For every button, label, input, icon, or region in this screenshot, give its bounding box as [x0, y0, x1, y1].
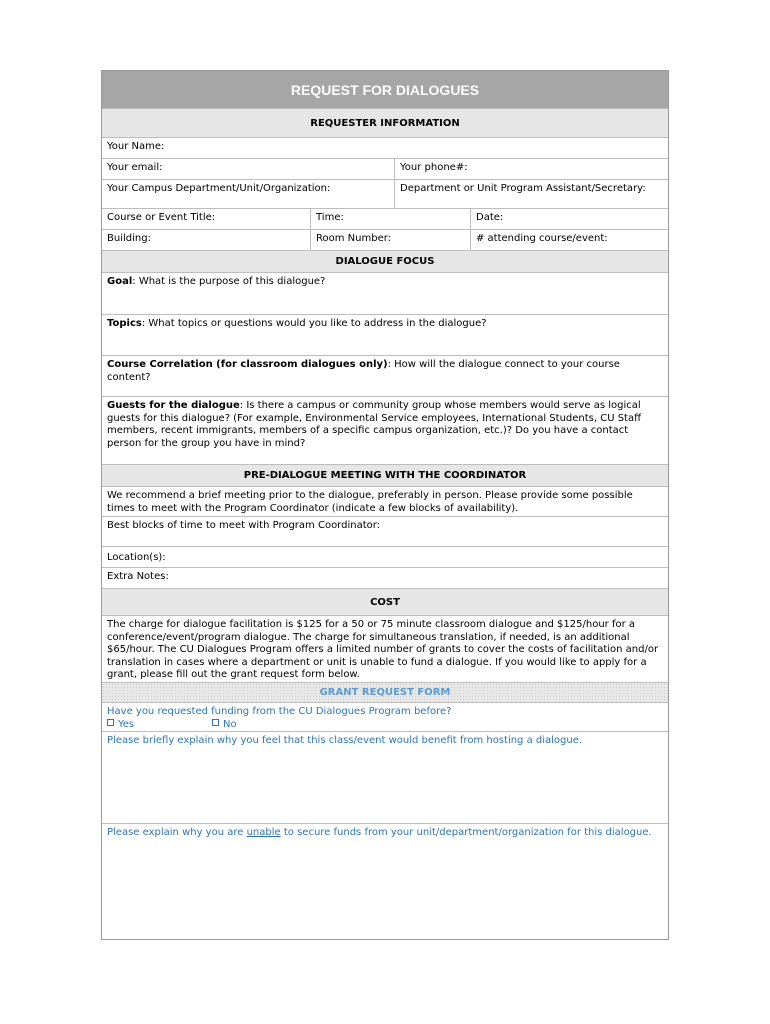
department-row	[102, 179, 668, 208]
date-field[interactable]: Date:	[470, 209, 668, 229]
your-email-field[interactable]: Your email:	[107, 162, 163, 173]
yes-checkbox[interactable]	[107, 719, 114, 726]
course-correlation-field[interactable]	[102, 355, 668, 396]
benefit-explanation-field[interactable]: Please briefly explain why you feel that this class/event would benefit from hosting a dialogue.	[102, 731, 668, 823]
section-pre-dialogue-meeting: PRE-DIALOGUE MEETING WITH THE COORDINATOR	[102, 464, 668, 486]
locations-field[interactable]: Location(s):	[102, 546, 668, 567]
best-blocks-field[interactable]: Best blocks of time to meet with Program Coordinator:	[102, 516, 668, 546]
building-field[interactable]: Building:	[107, 233, 151, 244]
guests-field[interactable]	[102, 396, 668, 464]
topics-field[interactable]	[102, 314, 668, 355]
attending-field[interactable]: # attending course/event:	[470, 230, 668, 250]
unable-explanation-field[interactable]	[102, 823, 668, 939]
no-checkbox[interactable]	[212, 719, 219, 726]
goal-question: : What is the purpose of this dialogue?	[132, 276, 326, 287]
section-cost: COST	[102, 588, 668, 615]
guests-question: : Is there a campus or community group whose members would serve as logical guests for this dialogue? (For example, Environmental Service employees, International Students, CU Staff members, recent immigrants, members of a specific campus organization, etc.)? Do you have a contact person for the group you have in mind?	[107, 400, 641, 449]
request-form	[101, 70, 669, 940]
department-field[interactable]: Your Campus Department/Unit/Organization:	[107, 183, 331, 194]
your-name-field[interactable]: Your Name:	[102, 137, 668, 158]
prior-funding-options	[107, 719, 663, 732]
unable-text-start: Please explain why you are	[107, 827, 247, 838]
building-room-row	[102, 229, 668, 250]
extra-notes-field[interactable]: Extra Notes:	[102, 567, 668, 588]
no-label: No	[223, 718, 237, 730]
topics-question: : What topics or questions would you like to address in the dialogue?	[141, 318, 487, 329]
unable-text-underlined: unable	[246, 827, 281, 838]
section-requester-information: REQUESTER INFORMATION	[102, 108, 668, 137]
form-title: REQUEST FOR DIALOGUES	[102, 71, 668, 108]
guests-label: Guests for the dialogue	[107, 400, 240, 411]
unable-text-end: to secure funds from your unit/department/organization for this dialogue.	[280, 827, 652, 838]
room-number-field[interactable]: Room Number:	[310, 230, 470, 250]
goal-label: Goal	[107, 276, 133, 287]
section-grant-request-form: GRANT REQUEST FORM	[102, 682, 668, 702]
topics-label: Topics	[107, 318, 142, 329]
yes-label: Yes	[118, 718, 135, 730]
assistant-field[interactable]: Department or Unit Program Assistant/Secretary:	[394, 180, 668, 208]
prior-funding-label: Have you requested funding from the CU Dialogues Program before?	[107, 706, 452, 717]
section-dialogue-focus: DIALOGUE FOCUS	[102, 250, 668, 272]
course-correlation-question: : How will the dialogue connect to your course content?	[107, 359, 620, 383]
no-option[interactable]	[212, 719, 237, 732]
cost-description: The charge for dialogue facilitation is $125 for a 50 or 75 minute classroom dialogue and $125/hour for a conference/event/program dialogue. The charge for simultaneous translation, if needed, is an additional $65/hour. The CU Dialogues Program offers a limited number of grants to cover the costs of facilitation and/or translation in cases where a department or unit is unable to fund a dialogue. If you would like to apply for a grant, please fill out the grant request form below.	[102, 615, 668, 682]
pre-meeting-intro: We recommend a brief meeting prior to the dialogue, preferably in person. Please provide some possible times to meet with the Program Coordinator (indicate a few blocks of availability).	[102, 486, 668, 516]
email-phone-row	[102, 158, 668, 179]
time-field[interactable]: Time:	[310, 209, 470, 229]
course-correlation-label: Course Correlation (for classroom dialogues only)	[107, 359, 388, 370]
prior-funding-question	[102, 702, 668, 731]
your-phone-field[interactable]: Your phone#:	[394, 159, 668, 179]
course-time-date-row	[102, 208, 668, 229]
course-title-field[interactable]: Course or Event Title:	[107, 212, 216, 223]
yes-option[interactable]	[107, 719, 212, 732]
goal-field[interactable]	[102, 272, 668, 314]
